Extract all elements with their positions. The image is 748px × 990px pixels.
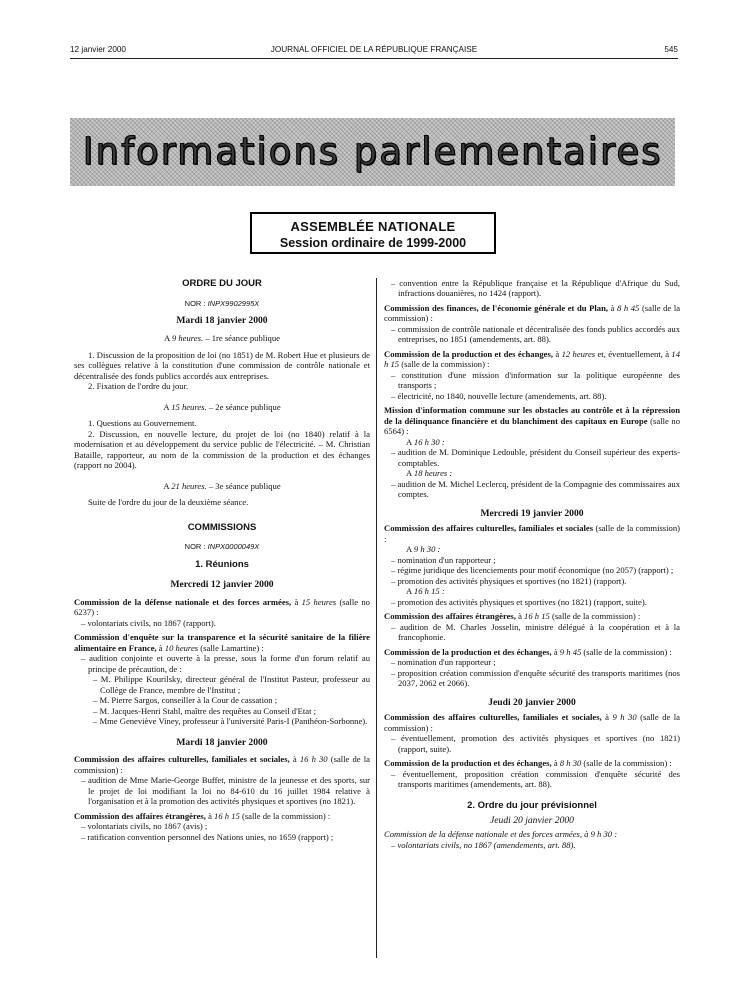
agenda-item: – convention entre la République française et la République d'Afrique du Sud, infractions douanières, no 1424 (rapport). <box>391 278 680 299</box>
commission-entry: Commission des finances, de l'économie générale et du Plan, à 8 h 45 (salle de la commission) : <box>384 302 681 324</box>
nor-line: NOR : INPX0000049X <box>184 542 260 552</box>
commission-entry: Commission de la défense nationale et des forces armées, à 15 heures (salle no 6237) : <box>74 596 370 618</box>
header-date: 12 janvier 2000 <box>70 45 126 54</box>
commission-entry: Commission des affaires étrangères, à 16 h 15 (salle de la commission) : <box>74 810 331 821</box>
agenda-item: – régime juridique des licenciements pour motif économique (no 2057) (rapport) ; <box>391 565 674 576</box>
agenda-item: – commission de contrôle nationale et décentralisée des fonds publics accordés aux entreprises, no 1851 (amendements, art. 88). <box>391 323 680 345</box>
commission-entry: Commission des affaires culturelles, familiales et sociales (salle de la commission) : <box>384 523 680 544</box>
agenda-item: – audition de M. Charles Josselin, ministre délégué à la coopération et à la francophonie. <box>391 621 680 643</box>
agenda-subitem: – M. Pierre Sargos, conseiller à la Cour de cassation ; <box>93 695 278 706</box>
reunions-title: 1. Réunions <box>195 559 249 571</box>
header-page-number: 545 <box>664 45 678 54</box>
session-title: Session ordinaire de 1999-2000 <box>279 235 467 250</box>
commission-entry: Commission de la production et des échanges, à 12 heures et, éventuellement, à 14 h 15 (salle de la commission) : <box>384 348 680 370</box>
header-journal-title: JOURNAL OFFICIEL DE LA RÉPUBLIQUE FRANÇAISE <box>270 45 478 54</box>
agenda-item: – nomination d'un rapporteur ; <box>391 554 496 565</box>
seance-heading: A 9 heures. – 1re séance publique <box>164 333 280 344</box>
paragraph: 1. Discussion de la proposition de loi (no 1851) de M. Robert Hue et plusieurs de ses collègues relative à la constitution d'une commission de contrôle nationale et décentralisée des fonds publics accordés aux entreprises. <box>74 349 370 381</box>
agenda-item: – audition de M. Dominique Ledouble, président du Conseil supérieur des experts-comptables. <box>391 447 680 468</box>
ordre-du-jour-title: ORDRE DU JOUR <box>182 278 262 289</box>
commission-entry: Commission d'enquête sur la transparence et la sécurité sanitaire de la filière alimentaire en France, à 10 heures (salle Lamartine) : <box>74 632 370 653</box>
commission-entry: Commission des affaires culturelles, familiales et sociales, à 16 h 30 (salle de la commission) : <box>74 754 370 775</box>
previsionnel-entry: Commission de la défense nationale et des forces armées, à 9 h 30 : <box>384 829 618 840</box>
time-line: A 9 h 30 : <box>406 544 441 555</box>
nor-line: NOR : INPX9902995X <box>184 298 260 308</box>
time-line: A 16 h 15 : <box>406 586 445 597</box>
day-heading: Jeudi 20 janvier 2000 <box>490 815 574 827</box>
day-heading: Mercredi 12 janvier 2000 <box>170 579 274 591</box>
paragraph: 2. Fixation de l'ordre du jour. <box>88 381 189 392</box>
agenda-item: – électricité, no 1840, nouvelle lecture (amendements, art. 88). <box>391 390 607 401</box>
banner-title: Informations parlementaires <box>82 130 663 174</box>
agenda-item: – promotion des activités physiques et sportives (no 1821) (rapport). <box>391 575 627 586</box>
assemblee-title: ASSEMBLÉE NATIONALE <box>290 219 456 234</box>
agenda-item: – nomination d'un rapporteur ; <box>391 657 496 668</box>
paragraph: 1. Questions au Gouvernement. <box>88 418 197 429</box>
assemblee-box <box>250 212 496 254</box>
agenda-item: – constitution d'une mission d'information sur la politique européenne des transports ; <box>391 369 680 391</box>
section-banner <box>70 118 675 186</box>
agenda-subitem: – M. Jacques-Henri Stahl, maître des requêtes au Conseil d'Etat ; <box>93 705 317 716</box>
paragraph: Suite de l'ordre du jour de la deuxième séance. <box>88 497 249 508</box>
previsionnel-item: – volontariats civils, no 1867 (amendements, art. 88). <box>391 839 576 850</box>
commission-entry: Commission de la production et des échanges, à 9 h 45 (salle de la commission) : <box>384 646 672 657</box>
seance-heading: A 15 heures. – 2e séance publique <box>163 401 281 412</box>
agenda-item: – ratification convention personnel des Nations unies, no 1659 (rapport) ; <box>81 831 334 842</box>
agenda-subitem: – M. Philippe Kourilsky, directeur général de l'Institut Pasteur, professeur au Collège de France, membre de l'Institut ; <box>93 674 370 695</box>
agenda-item: – audition de Mme Marie-George Buffet, ministre de la jeunesse et des sports, sur le projet de loi modifiant la loi no 84-610 du 16 juillet 1984 relative à l'organisation et à la promotion des activités physiques et sportives (no 1821). <box>81 775 370 807</box>
paragraph: 2. Discussion, en nouvelle lecture, du projet de loi (no 1840) relatif à la modernisation et au développement du service public de l'électricité. – M. Christian Bataille, rapporteur, au nom de la commission de la production et des échanges (rapport no 2004). <box>74 428 370 471</box>
running-header <box>70 45 678 59</box>
commission-entry: Commission des affaires culturelles, familiales et sociales, à 9 h 30 (salle de la commission) : <box>384 712 680 733</box>
right-column <box>384 278 680 850</box>
column-divider <box>376 278 377 958</box>
agenda-item: – volontariats civils, no 1867 (avis) ; <box>81 821 208 832</box>
left-column <box>74 278 370 842</box>
previsionnel-title: 2. Ordre du jour prévisionnel <box>467 799 597 811</box>
day-heading: Mercredi 19 janvier 2000 <box>480 507 584 519</box>
time-line: A 16 h 30 : <box>406 436 445 447</box>
day-heading: Jeudi 20 janvier 2000 <box>488 696 576 708</box>
time-line: A 18 heures : <box>406 468 453 479</box>
agenda-item: – audition de M. Michel Leclercq, président de la Compagnie des commissaires aux comptes. <box>391 478 680 500</box>
commission-entry: Commission de la production et des échanges, à 8 h 30 (salle de la commission) : <box>384 758 672 769</box>
agenda-item: – audition conjointe et ouverte à la presse, sous la forme d'un forum relatif au principe de précaution, de : <box>81 653 370 674</box>
agenda-subitem: – Mme Geneviève Viney, professeur à l'université Paris-I (Panthéon-Sorbonne). <box>93 716 368 727</box>
commissions-title: COMMISSIONS <box>187 521 257 533</box>
agenda-item: – éventuellement, proposition création commission d'enquête sécurité des transports maritimes (amendements, art. 88). <box>391 768 680 790</box>
commission-entry: Commission des affaires étrangères, à 16 h 15 (salle de la commission) : <box>384 611 641 622</box>
day-heading: Mardi 18 janvier 2000 <box>176 314 268 326</box>
day-heading: Mardi 18 janvier 2000 <box>176 736 268 748</box>
commission-entry: Mission d'information commune sur les obstacles au contrôle et à la répression de la délinquance financière et du blanchiment des capitaux en Europe (salle no 6564) : <box>384 405 680 437</box>
agenda-item: – éventuellement, promotion des activités physiques et sportives (no 1821) (rapport, suite). <box>391 733 680 754</box>
agenda-item: – promotion des activités physiques et sportives (no 1821) (rapport, suite). <box>391 596 647 607</box>
seance-heading: A 21 heures. – 3e séance publique <box>163 480 281 491</box>
agenda-item: – proposition création commission d'enquête sécurité des transports maritimes (nos 2037, 2062 et 2066). <box>391 667 680 689</box>
agenda-item: – volontariats civils, no 1867 (rapport). <box>81 617 216 628</box>
